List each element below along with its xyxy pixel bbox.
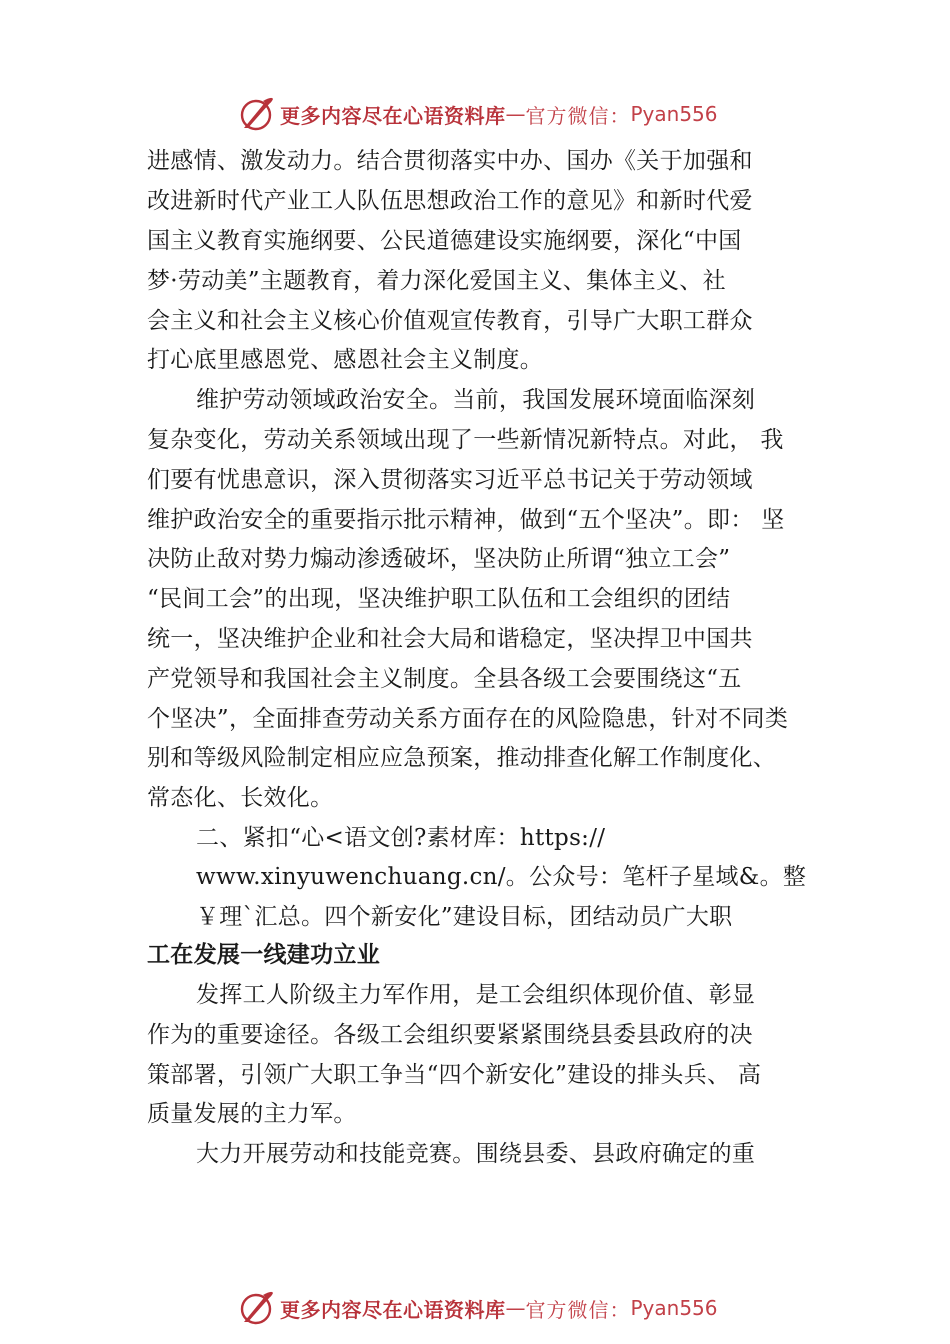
text-line: 质量发展的主力军。 <box>147 1101 357 1127</box>
text-line: 发挥工人阶级主力军作用，是工会组织体现价值、彰显 <box>196 982 756 1008</box>
text-line: 常态化、长效化。 <box>147 785 334 811</box>
watermark-banner-bottom <box>236 1288 718 1328</box>
text-line: 打心底里感恩党、感恩社会主义制度。 <box>147 347 544 373</box>
text-line: 国主义教育实施纲要、公民道德建设实施纲要，深化“中国 <box>147 228 742 254</box>
banner-handle: Pyan556 <box>630 102 718 126</box>
banner-separator: — <box>505 102 526 126</box>
text-line: 维护劳动领域政治安全。当前，我国发展环境面临深刻 <box>196 387 756 413</box>
text-line: 复杂变化，劳动关系领域出现了一些新情况新特点。对此， 我 <box>147 427 784 453</box>
banner-handle: Pyan556 <box>630 1296 718 1320</box>
banner-label: 官方微信： <box>525 103 631 128</box>
text-line: 二、紧扣“心<语文创?素材库：https:// <box>196 825 606 851</box>
text-line: 改进新时代产业工人队伍思想政治工作的意见》和新时代爱 <box>147 188 753 214</box>
text-line: 作为的重要途径。各级工会组织要紧紧围绕县委县政府的决 <box>147 1022 753 1048</box>
banner-separator: — <box>505 1296 526 1320</box>
text-line: ￥理`汇总。四个新安化”建设目标，团结动员广大职 <box>196 904 733 930</box>
quill-pen-logo-icon <box>236 1288 276 1328</box>
banner-title: 更多内容尽在心语资料库 <box>280 1297 506 1322</box>
text-line: 们要有忧患意识，深入贯彻落实习近平总书记关于劳动领域 <box>147 467 753 493</box>
text-line: 梦·劳动美”主题教育，着力深化爱国主义、集体主义、社 <box>147 268 726 294</box>
text-line: 会主义和社会主义核心价值观宣传教育，引导广大职工群众 <box>147 308 753 334</box>
text-line: 进感情、激发动力。结合贯彻落实中办、国办《关于加强和 <box>147 148 753 174</box>
section-heading: 工在发展一线建功立业 <box>147 942 380 968</box>
text-line: 维护政治安全的重要指示批示精神，做到“五个坚决”。即： 坚 <box>147 507 785 533</box>
text-line: 决防止敌对势力煽动渗透破坏，坚决防止所谓“独立工会” <box>147 546 731 572</box>
text-line: “民间工会”的出现，坚决维护职工队伍和工会组织的团结 <box>147 586 731 612</box>
text-line: 策部署，引领广大职工争当“四个新安化”建设的排头兵、 高 <box>147 1062 762 1088</box>
quill-pen-logo-icon <box>236 94 276 134</box>
text-line: 统一，坚决维护企业和社会大局和谐稳定，坚决捍卫中国共 <box>147 626 753 652</box>
text-line: 产党领导和我国社会主义制度。全县各级工会要围绕这“五 <box>147 666 742 692</box>
text-line: 个坚决”，全面排查劳动关系方面存在的风险隐患，针对不同类 <box>147 706 789 732</box>
text-line: www.xinyuwenchuang.cn/。公众号：笔杆子星域&。整 <box>196 864 807 890</box>
banner-title: 更多内容尽在心语资料库 <box>280 103 506 128</box>
text-line: 别和等级风险制定相应应急预案，推动排查化解工作制度化、 <box>147 745 777 771</box>
text-line: 大力开展劳动和技能竞赛。围绕县委、县政府确定的重 <box>196 1141 756 1167</box>
watermark-banner-top <box>236 94 718 134</box>
banner-label: 官方微信： <box>525 1297 631 1322</box>
